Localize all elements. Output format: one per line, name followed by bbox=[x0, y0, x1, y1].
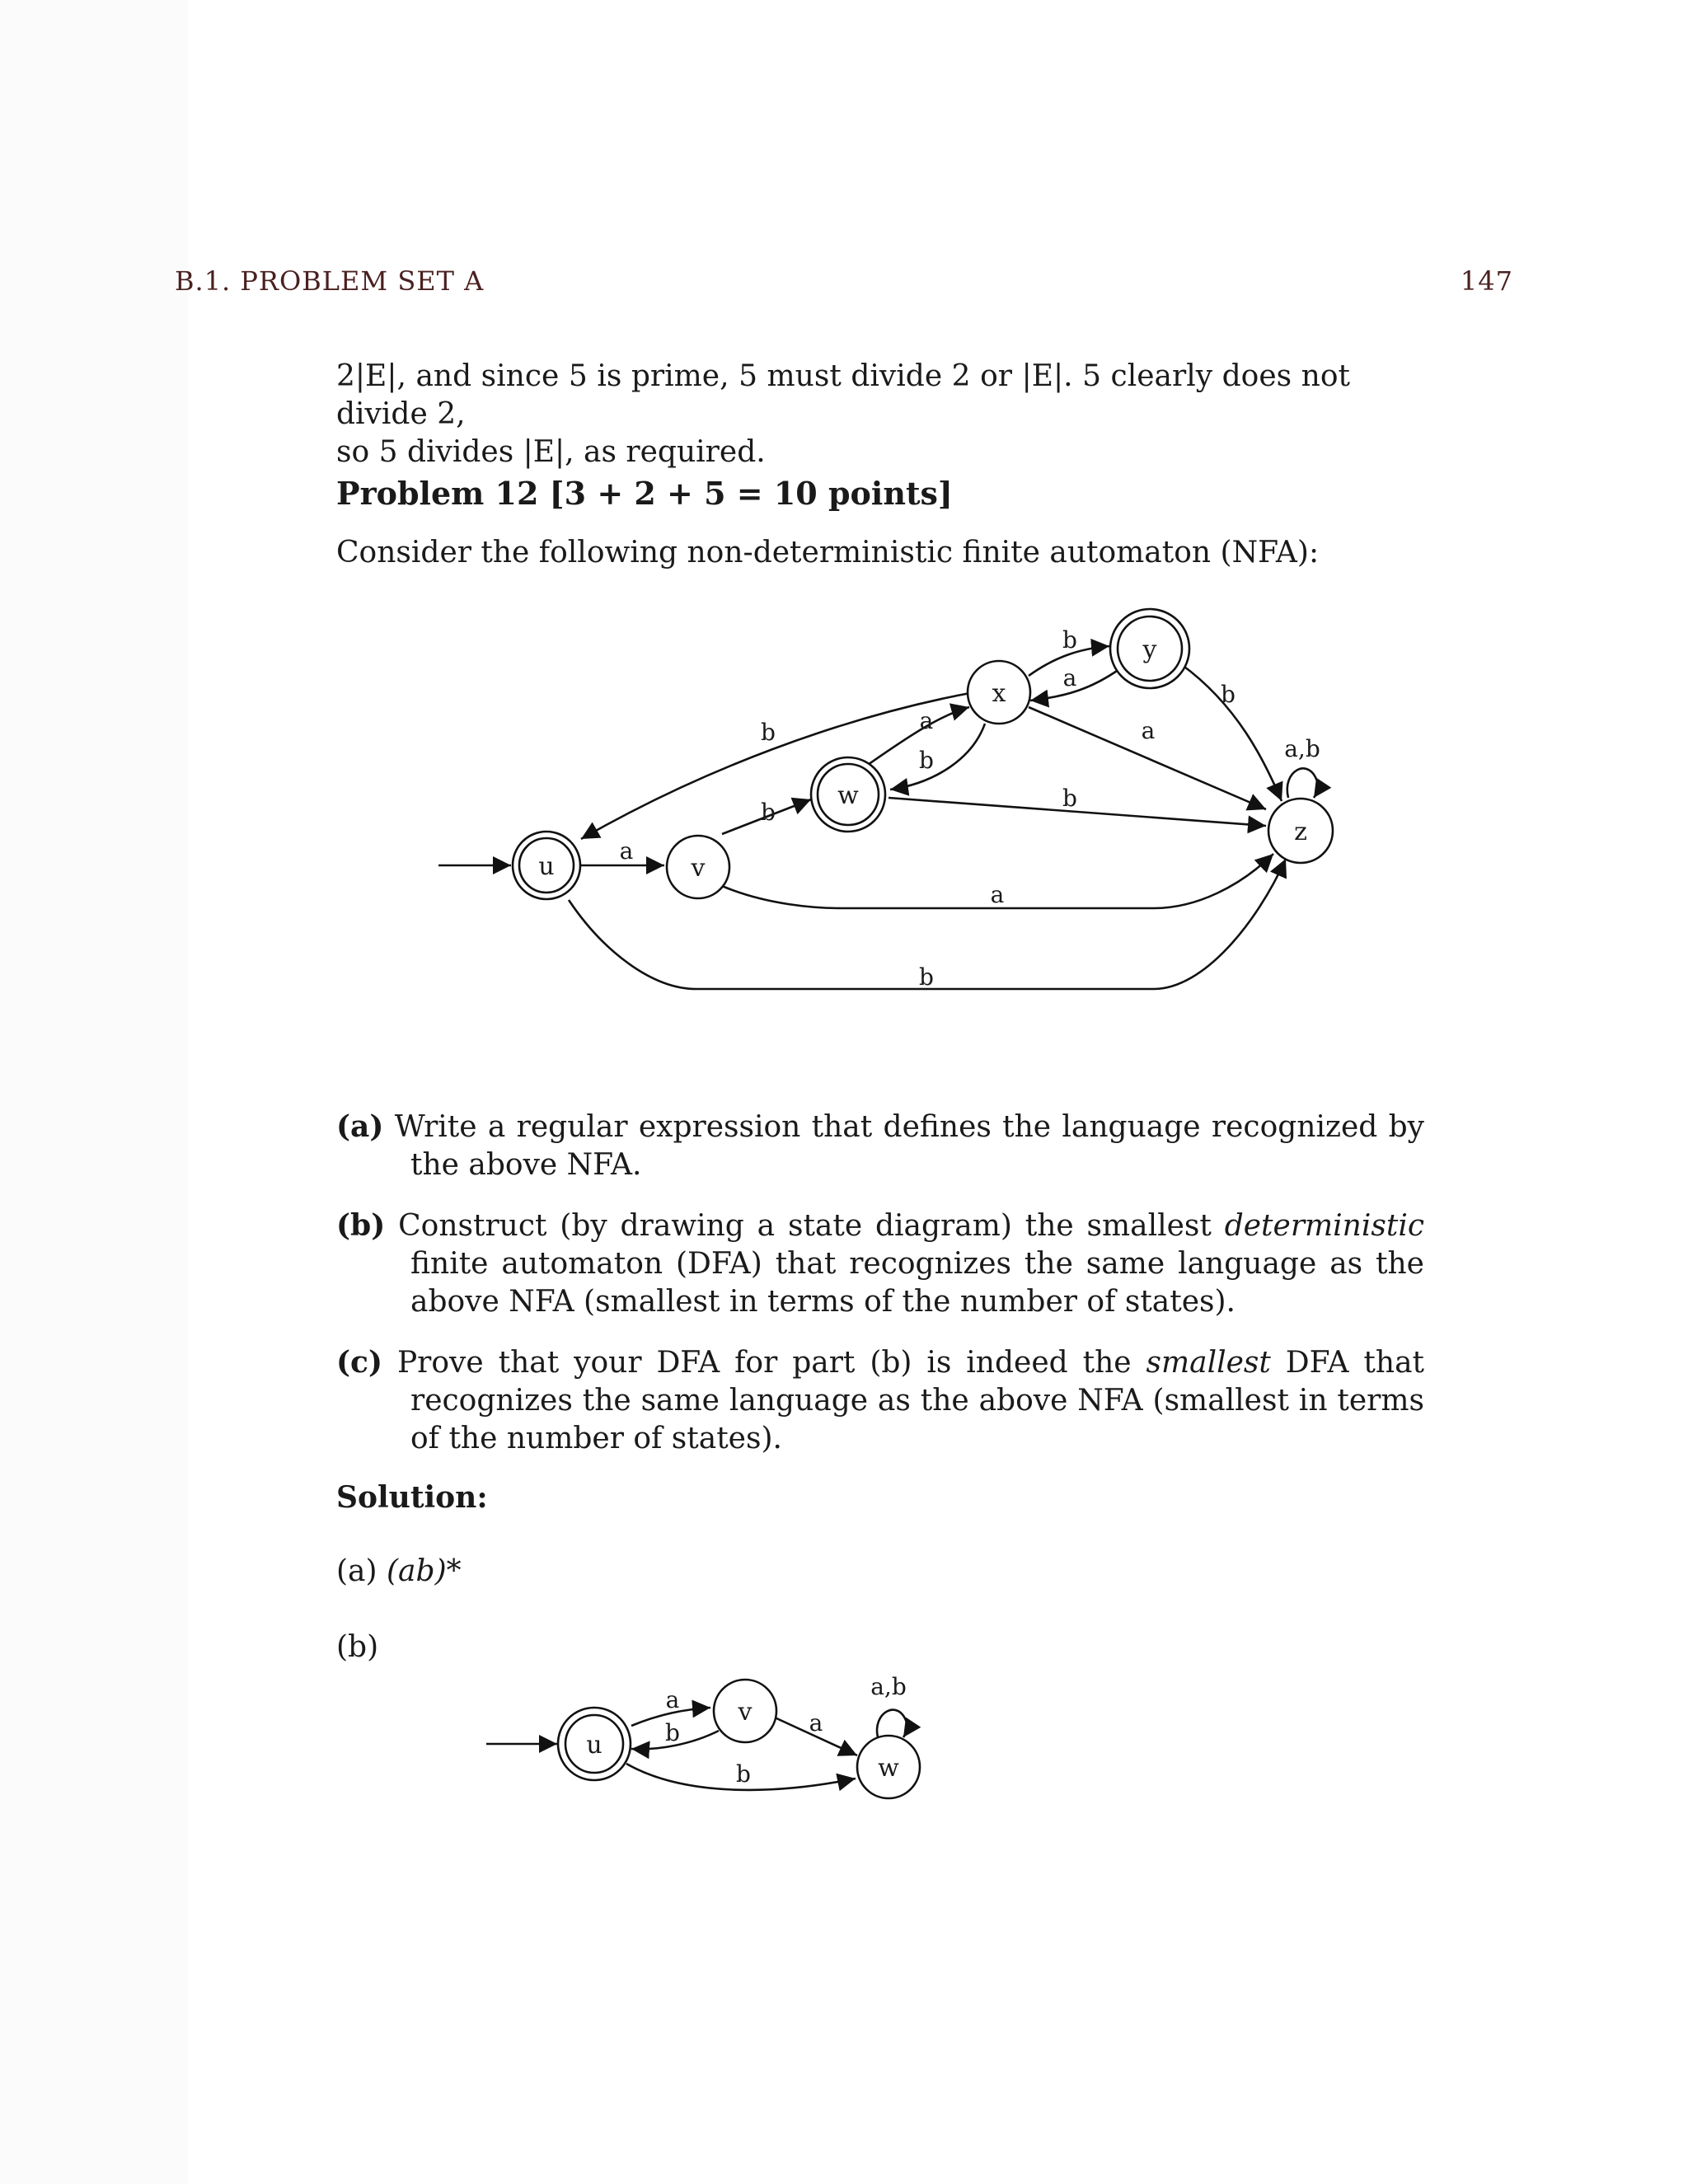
nfa-state-y-label: y bbox=[1142, 635, 1157, 664]
nfa-edge-z-z bbox=[1287, 768, 1318, 798]
part-c bbox=[336, 1343, 1424, 1458]
nfa-label-y-x: a bbox=[1062, 664, 1077, 691]
part-b-text-before: Construct (by drawing a state diagram) the smallest bbox=[398, 1209, 1225, 1243]
solution-a bbox=[336, 1553, 1350, 1591]
dfa-state-w bbox=[857, 1736, 920, 1798]
nfa-state-x-label: x bbox=[992, 679, 1006, 708]
dfa-label-u-w: b bbox=[736, 1760, 751, 1788]
part-a bbox=[336, 1108, 1424, 1184]
solution-a-answer: (ab)* bbox=[387, 1554, 462, 1588]
page-number: 147 bbox=[1460, 265, 1513, 297]
dfa-edge-w-w bbox=[877, 1710, 907, 1737]
nfa-state-w bbox=[811, 757, 885, 832]
part-b-text-after: finite automaton (DFA) that recognizes the same language as the above NFA (smallest in terms of the number of states). bbox=[410, 1247, 1424, 1319]
part-b-label: (b) bbox=[336, 1208, 386, 1243]
nfa-label-w-z: b bbox=[1062, 785, 1077, 812]
nfa-state-v-label: v bbox=[691, 854, 706, 883]
nfa-state-x bbox=[968, 661, 1030, 724]
part-c-text-before: Prove that your DFA for part (b) is indeed the bbox=[396, 1346, 1146, 1380]
part-c-label: (c) bbox=[336, 1345, 382, 1380]
dfa-state-u-label: u bbox=[586, 1731, 603, 1760]
nfa-label-v-z: a bbox=[990, 881, 1005, 908]
nfa-label-x-w: b bbox=[919, 747, 934, 774]
problem-statement: Consider the following non-deterministic finite automaton (NFA): bbox=[336, 536, 1320, 569]
dfa-state-v-label: v bbox=[738, 1698, 753, 1727]
dfa-label-u-v: a bbox=[665, 1686, 680, 1713]
part-b bbox=[336, 1207, 1424, 1321]
dfa-label-v-u: b bbox=[665, 1719, 680, 1746]
nfa-state-u bbox=[513, 832, 580, 899]
part-a-label: (a) bbox=[336, 1109, 384, 1144]
nfa-state-z bbox=[1268, 799, 1333, 863]
part-c-text-after: DFA that recognizes the same language as the above NFA (smallest in terms of the number of states). bbox=[410, 1346, 1425, 1455]
section-header: B.1. PROBLEM SET A bbox=[175, 265, 485, 297]
nfa-edge-u-x bbox=[581, 692, 974, 839]
solution-title: Solution: bbox=[336, 1480, 488, 1515]
part-c-emph: smallest bbox=[1146, 1346, 1271, 1380]
dfa-state-w-label: w bbox=[878, 1754, 899, 1783]
nfa-label-u-z: b bbox=[919, 963, 934, 991]
dfa-state-v bbox=[714, 1680, 776, 1742]
part-a-text: Write a regular expression that defines the language recognized by the above NFA. bbox=[394, 1110, 1424, 1182]
intro-line-2: so 5 divides |E|, as required. bbox=[336, 435, 766, 469]
dfa-state-u bbox=[558, 1708, 631, 1780]
nfa-state-u-label: u bbox=[538, 852, 555, 881]
part-b-emph: deterministic bbox=[1224, 1209, 1424, 1243]
nfa-edge-w-z bbox=[889, 798, 1266, 826]
nfa-label-w-x: a bbox=[919, 707, 934, 734]
nfa-label-z-z: a,b bbox=[1284, 735, 1320, 762]
nfa-label-y-z: b bbox=[1221, 681, 1236, 708]
nfa-state-v bbox=[667, 836, 729, 898]
problem-title: Problem 12 [3 + 2 + 5 = 10 points] bbox=[336, 475, 953, 512]
nfa-state-w-label: w bbox=[837, 781, 859, 810]
dfa-label-w-w: a,b bbox=[870, 1673, 907, 1700]
nfa-label-x-y: b bbox=[1062, 626, 1077, 654]
intro-line-1: 2|E|, and since 5 is prime, 5 must divide 2 or |E|. 5 clearly does not divide 2, bbox=[336, 359, 1350, 431]
nfa-label-x-z: a bbox=[1141, 717, 1156, 744]
nfa-state-z-label: z bbox=[1294, 818, 1307, 846]
nfa-label-u-v: a bbox=[619, 837, 634, 865]
nfa-state-y bbox=[1110, 609, 1189, 688]
nfa-edge-w-x bbox=[865, 707, 969, 766]
nfa-label-v-w: b bbox=[761, 799, 776, 826]
nfa-label-u-x: b bbox=[761, 719, 776, 746]
dfa-label-v-w: a bbox=[809, 1709, 823, 1736]
solution-b-label: (b) bbox=[336, 1630, 379, 1664]
nfa-edge-x-w bbox=[890, 724, 985, 790]
solution-a-label: (a) bbox=[336, 1554, 377, 1588]
